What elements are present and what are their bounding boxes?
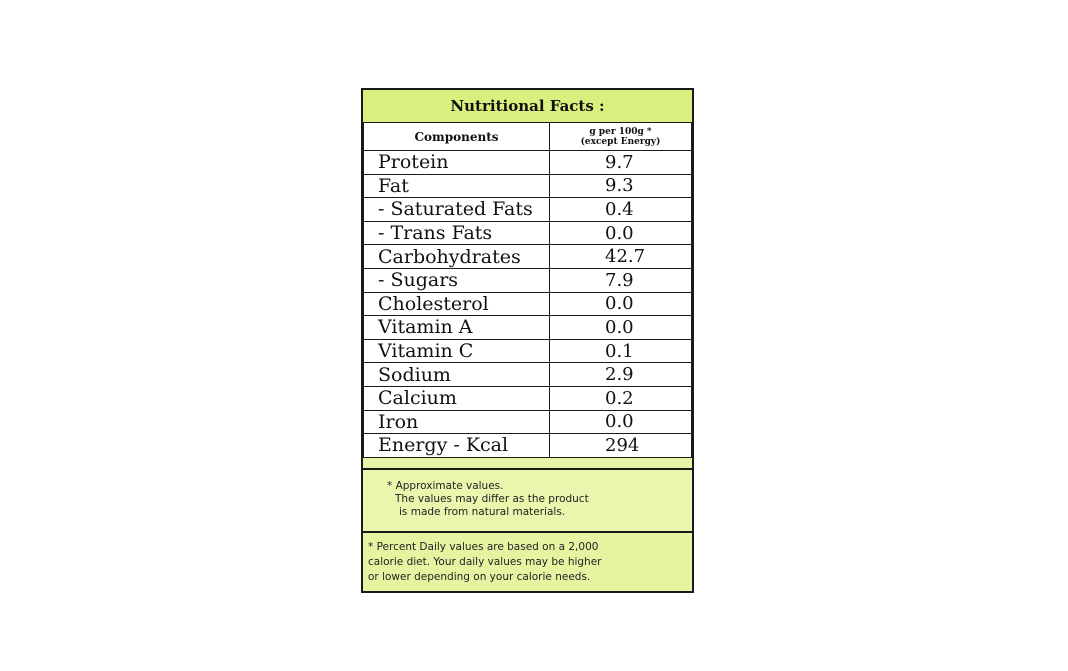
table-row [364, 151, 692, 175]
nutrient-name: Carbohydrates [364, 245, 550, 269]
nutrient-value: 2.9 [550, 363, 692, 387]
table-row [364, 410, 692, 434]
unit-header [550, 123, 692, 151]
nutrient-value: 0.2 [550, 386, 692, 410]
nutrient-value: 42.7 [550, 245, 692, 269]
daily-values-note [363, 531, 692, 591]
table-row [364, 174, 692, 198]
daily-line3: or lower depending on your calorie needs. [368, 571, 591, 583]
nutrition-table [363, 122, 692, 458]
nutrient-name: - Saturated Fats [364, 198, 550, 222]
nutrient-name: Iron [364, 410, 550, 434]
nutrient-value: 294 [550, 434, 692, 458]
nutrient-value: 0.0 [550, 316, 692, 340]
table-row [364, 245, 692, 269]
nutrient-name: - Trans Fats [364, 221, 550, 245]
note-line3: is made from natural materials. [399, 506, 566, 518]
nutrient-name: Vitamin C [364, 339, 550, 363]
nutrient-name: Cholesterol [364, 292, 550, 316]
nutrient-value: 0.4 [550, 198, 692, 222]
table-row [364, 363, 692, 387]
table-row [364, 316, 692, 340]
components-header: Components [364, 123, 550, 151]
note-line2: The values may differ as the product [395, 493, 589, 505]
daily-line1: * Percent Daily values are based on a 2,000 [368, 541, 599, 553]
table-row [364, 198, 692, 222]
table-header [364, 123, 692, 151]
nutrient-value: 0.0 [550, 221, 692, 245]
table-row [364, 339, 692, 363]
nutrient-name: Calcium [364, 386, 550, 410]
nutrition-label [361, 88, 694, 593]
nutrient-value: 0.0 [550, 292, 692, 316]
table-row [364, 268, 692, 292]
table-row [364, 434, 692, 458]
nutrient-value: 0.0 [550, 410, 692, 434]
nutrient-name: Sodium [364, 363, 550, 387]
label-title: Nutritional Facts : [363, 90, 692, 124]
unit-header-line2: (except Energy) [580, 136, 661, 147]
approximate-values-note [363, 468, 692, 531]
nutrient-value: 0.1 [550, 339, 692, 363]
nutrient-name: Fat [364, 174, 550, 198]
nutrient-name: Energy - Kcal [364, 434, 550, 458]
table-row [364, 292, 692, 316]
nutrient-value: 9.3 [550, 174, 692, 198]
nutrient-name: - Sugars [364, 268, 550, 292]
note-line1: * Approximate values. [387, 480, 504, 492]
nutrient-value: 7.9 [550, 268, 692, 292]
nutrient-name: Protein [364, 151, 550, 175]
daily-line2: calorie diet. Your daily values may be higher [368, 556, 602, 568]
nutrient-name: Vitamin A [364, 316, 550, 340]
nutrient-value: 9.7 [550, 151, 692, 175]
unit-header-line1: g per 100g * [589, 126, 652, 137]
table-row [364, 386, 692, 410]
table-row [364, 221, 692, 245]
